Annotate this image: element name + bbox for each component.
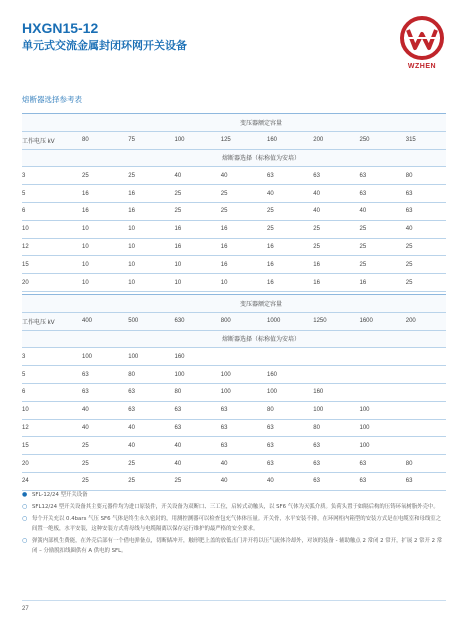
fuse-cell: 10	[169, 274, 215, 292]
fuse-cell: 80	[307, 419, 353, 437]
fuse-cell: 100	[354, 437, 400, 455]
voltage-cell: 5	[22, 366, 76, 384]
voltage-cell: 15	[22, 256, 76, 274]
fuse-cell: 63	[215, 437, 261, 455]
t1-capacity: 75	[122, 131, 168, 149]
fuse-cell: 80	[400, 455, 446, 473]
t1-body	[22, 167, 446, 309]
fuse-cell: 25	[261, 202, 307, 220]
t1-capacity: 80	[76, 131, 122, 149]
fuse-cell: 100	[307, 401, 353, 419]
fuse-cell: 25	[354, 256, 400, 274]
note-item: ○ 每个开关充以 0.4bars 气压 SF6 气体是终生永久密封的，用测控测器可以检查包充气体体压量。开关骨，水平安装不排，在环网柜内箱型的安装方式是在电缆室和母线室之间置一绝板，水平安装，这种安装方式将母线与电缆隔离以保存运行维护的最严格的安全要求。	[22, 515, 442, 532]
fuse-cell: 16	[261, 256, 307, 274]
fuse-cell	[400, 366, 446, 384]
fuse-cell: 40	[169, 167, 215, 185]
table-row	[22, 256, 446, 274]
fuse-cell: 63	[354, 455, 400, 473]
fuse-cell: 40	[307, 185, 353, 203]
fuse-cell: 25	[169, 185, 215, 203]
fuse-cell: 25	[169, 472, 215, 490]
fuse-cell: 63	[169, 401, 215, 419]
fuse-cell: 25	[400, 274, 446, 292]
fuse-cell: 40	[215, 167, 261, 185]
fuse-cell: 25	[307, 238, 353, 256]
fuse-cell: 63	[215, 419, 261, 437]
fuse-cell	[307, 366, 353, 384]
fuse-cell: 16	[261, 274, 307, 292]
t2-capacity: 500	[122, 312, 168, 330]
fuse-cell: 25	[122, 455, 168, 473]
table-row	[22, 238, 446, 256]
fuse-cell: 100	[215, 366, 261, 384]
fuse-cell: 40	[261, 185, 307, 203]
fuse-cell	[354, 383, 400, 401]
t2-capacity: 800	[215, 312, 261, 330]
fuse-cell: 10	[122, 274, 168, 292]
fuse-cell: 40	[215, 472, 261, 490]
fuse-cell: 16	[76, 202, 122, 220]
fuse-cell: 80	[400, 167, 446, 185]
product-title: 单元式交流金属封闭环网开关设备	[22, 39, 187, 52]
fuse-cell: 80	[261, 401, 307, 419]
fuse-cell: 63	[400, 185, 446, 203]
table-row	[22, 419, 446, 437]
fuse-cell: 16	[307, 256, 353, 274]
fuse-cell: 80	[169, 383, 215, 401]
fuse-cell: 16	[307, 274, 353, 292]
fuse-cell	[400, 383, 446, 401]
t2-capacity: 630	[169, 312, 215, 330]
section-title: 熔断器选择参考表	[22, 95, 82, 104]
fuse-cell: 25	[354, 238, 400, 256]
voltage-cell: 12	[22, 238, 76, 256]
table-row	[22, 348, 446, 366]
table-row	[22, 455, 446, 473]
table-row	[22, 274, 446, 292]
fuse-cell: 40	[354, 202, 400, 220]
fuse-cell: 40	[122, 437, 168, 455]
fuse-cell: 25	[215, 202, 261, 220]
fuse-cell: 63	[307, 167, 353, 185]
fuse-cell: 10	[76, 256, 122, 274]
t2-row-label: 工作电压 kV	[22, 312, 76, 330]
page-header	[22, 20, 187, 53]
fuse-cell: 160	[261, 366, 307, 384]
table-row	[22, 437, 446, 455]
fuse-cell: 40	[169, 455, 215, 473]
fuse-cell: 40	[76, 401, 122, 419]
fuse-cell: 10	[122, 238, 168, 256]
fuse-cell: 40	[261, 472, 307, 490]
fuse-cell	[215, 348, 261, 366]
fuse-cell: 25	[76, 167, 122, 185]
fuse-cell: 63	[76, 383, 122, 401]
fuse-cell: 63	[400, 202, 446, 220]
voltage-cell: 24	[22, 472, 76, 490]
brand-logo-text: WZHEN	[407, 63, 437, 70]
fuse-cell: 63	[261, 437, 307, 455]
fuse-cell	[400, 348, 446, 366]
fuse-cell: 63	[400, 472, 446, 490]
fuse-cell: 63	[261, 167, 307, 185]
fuse-cell: 10	[76, 274, 122, 292]
t2-body	[22, 348, 446, 490]
fuse-cell: 25	[400, 256, 446, 274]
t1-capacity: 160	[261, 131, 307, 149]
fuse-cell: 16	[354, 274, 400, 292]
fuse-cell: 16	[169, 220, 215, 238]
voltage-cell: 5	[22, 185, 76, 203]
t1-sub-label: 熔断器选择（标称值为安培）	[76, 149, 446, 167]
fuse-cell: 16	[215, 238, 261, 256]
fuse-cell: 63	[307, 455, 353, 473]
fuse-cell: 16	[76, 185, 122, 203]
table-row	[22, 220, 446, 238]
fuse-cell: 63	[354, 167, 400, 185]
fuse-cell: 63	[307, 472, 353, 490]
fuse-cell: 100	[122, 348, 168, 366]
fuse-cell	[261, 348, 307, 366]
bullet-circle-icon: ○	[22, 503, 28, 510]
fuse-table-2	[22, 294, 446, 491]
fuse-table-1	[22, 113, 446, 310]
fuse-cell: 80	[122, 366, 168, 384]
fuse-cell: 25	[400, 238, 446, 256]
fuse-cell: 100	[261, 383, 307, 401]
t2-sub-label: 熔断器选择（标称值为安培）	[76, 330, 446, 348]
fuse-cell: 40	[215, 455, 261, 473]
fuse-cell: 25	[76, 455, 122, 473]
voltage-cell: 12	[22, 419, 76, 437]
fuse-cell: 25	[261, 220, 307, 238]
voltage-cell: 6	[22, 383, 76, 401]
t1-capacity: 315	[400, 131, 446, 149]
voltage-cell: 10	[22, 220, 76, 238]
fuse-cell: 40	[76, 419, 122, 437]
voltage-cell: 20	[22, 455, 76, 473]
table-row	[22, 167, 446, 185]
fuse-cell: 100	[354, 401, 400, 419]
fuse-cell: 25	[307, 220, 353, 238]
t2-capacity: 400	[76, 312, 122, 330]
fuse-cell: 16	[261, 238, 307, 256]
fuse-cell: 40	[122, 419, 168, 437]
t1-capacity: 125	[215, 131, 261, 149]
table-row	[22, 472, 446, 490]
t2-capacity: 1250	[307, 312, 353, 330]
voltage-cell: 10	[22, 401, 76, 419]
fuse-cell: 10	[215, 274, 261, 292]
fuse-cell: 160	[307, 383, 353, 401]
fuse-cell	[400, 419, 446, 437]
fuse-cell: 63	[122, 383, 168, 401]
product-model: HXGN15-12	[22, 20, 99, 36]
t2-capacity: 1000	[261, 312, 307, 330]
table-row	[22, 383, 446, 401]
bullet-circle-icon: ○	[22, 515, 28, 522]
fuse-cell: 100	[76, 348, 122, 366]
fuse-cell: 63	[169, 419, 215, 437]
voltage-cell: 6	[22, 202, 76, 220]
table-row	[22, 202, 446, 220]
fuse-cell: 63	[76, 366, 122, 384]
notes-heading: ● SFL-12/24 型开关设备	[22, 491, 88, 498]
fuse-cell: 25	[354, 220, 400, 238]
table-row	[22, 185, 446, 203]
voltage-cell: 3	[22, 348, 76, 366]
fuse-cell: 63	[122, 401, 168, 419]
page-number: 27	[22, 606, 29, 612]
fuse-cell: 10	[76, 238, 122, 256]
t1-group-label: 变压器额定容量	[76, 114, 446, 132]
fuse-cell: 63	[354, 472, 400, 490]
fuse-cell: 25	[76, 472, 122, 490]
fuse-cell	[400, 437, 446, 455]
table-row	[22, 401, 446, 419]
fuse-cell	[400, 401, 446, 419]
fuse-cell: 25	[122, 472, 168, 490]
bullet-dot-icon: ●	[22, 491, 28, 498]
fuse-cell: 25	[122, 167, 168, 185]
note-item: ○ SFL12/24 型开关设备其主要元器件均为进口原装件，开关设备为双断口、三工位，启转式动触头，以 SF6 气体为灭弧介质。负荷头置于如隔后构的压铸环氧树脂外壳中。	[22, 503, 439, 510]
fuse-cell: 100	[215, 383, 261, 401]
fuse-cell: 16	[122, 202, 168, 220]
fuse-cell	[354, 366, 400, 384]
fuse-cell: 10	[122, 256, 168, 274]
t2-capacity: 1600	[354, 312, 400, 330]
fuse-cell: 10	[169, 256, 215, 274]
fuse-cell: 63	[354, 185, 400, 203]
notes-section	[22, 490, 446, 558]
fuse-cell: 16	[215, 220, 261, 238]
fuse-cell: 63	[261, 455, 307, 473]
fuse-cell: 16	[169, 238, 215, 256]
fuse-cell	[354, 348, 400, 366]
fuse-cell: 25	[169, 202, 215, 220]
fuse-cell: 16	[122, 185, 168, 203]
voltage-cell: 20	[22, 274, 76, 292]
t1-capacity: 250	[354, 131, 400, 149]
fuse-cell: 10	[122, 220, 168, 238]
fuse-cell: 40	[169, 437, 215, 455]
fuse-cell: 160	[169, 348, 215, 366]
fuse-cell: 25	[76, 437, 122, 455]
fuse-cell: 100	[354, 419, 400, 437]
fuse-cell	[307, 348, 353, 366]
voltage-cell: 15	[22, 437, 76, 455]
fuse-cell: 100	[169, 366, 215, 384]
t1-capacity: 100	[169, 131, 215, 149]
fuse-cell: 16	[215, 256, 261, 274]
t2-capacity: 200	[400, 312, 446, 330]
brand-logo-icon	[398, 16, 446, 66]
fuse-cell: 40	[400, 220, 446, 238]
fuse-cell: 10	[76, 220, 122, 238]
note-item: ○ 弹簧内部机生费能，在外壳后部有一个借电弹备点，切断储冲开，触形肥上盖的放低击门并开将以压气流体冷却外，对该的装备 - 辅助触点 2 常闭 2 常开，扩展 2 常开 2 常闭 – 分励脱扣线圈供有 A 供电的 SFL。	[22, 537, 443, 554]
fuse-cell: 25	[215, 185, 261, 203]
fuse-cell: 40	[307, 202, 353, 220]
fuse-cell: 63	[215, 401, 261, 419]
t2-group-label: 变压器额定容量	[76, 295, 446, 313]
voltage-cell: 3	[22, 167, 76, 185]
t1-capacity: 200	[307, 131, 353, 149]
fuse-cell: 63	[261, 419, 307, 437]
fuse-cell: 63	[307, 437, 353, 455]
table-row	[22, 366, 446, 384]
t1-row-label: 工作电压 kV	[22, 131, 76, 149]
footer-divider	[22, 600, 446, 601]
bullet-circle-icon: ○	[22, 537, 28, 544]
